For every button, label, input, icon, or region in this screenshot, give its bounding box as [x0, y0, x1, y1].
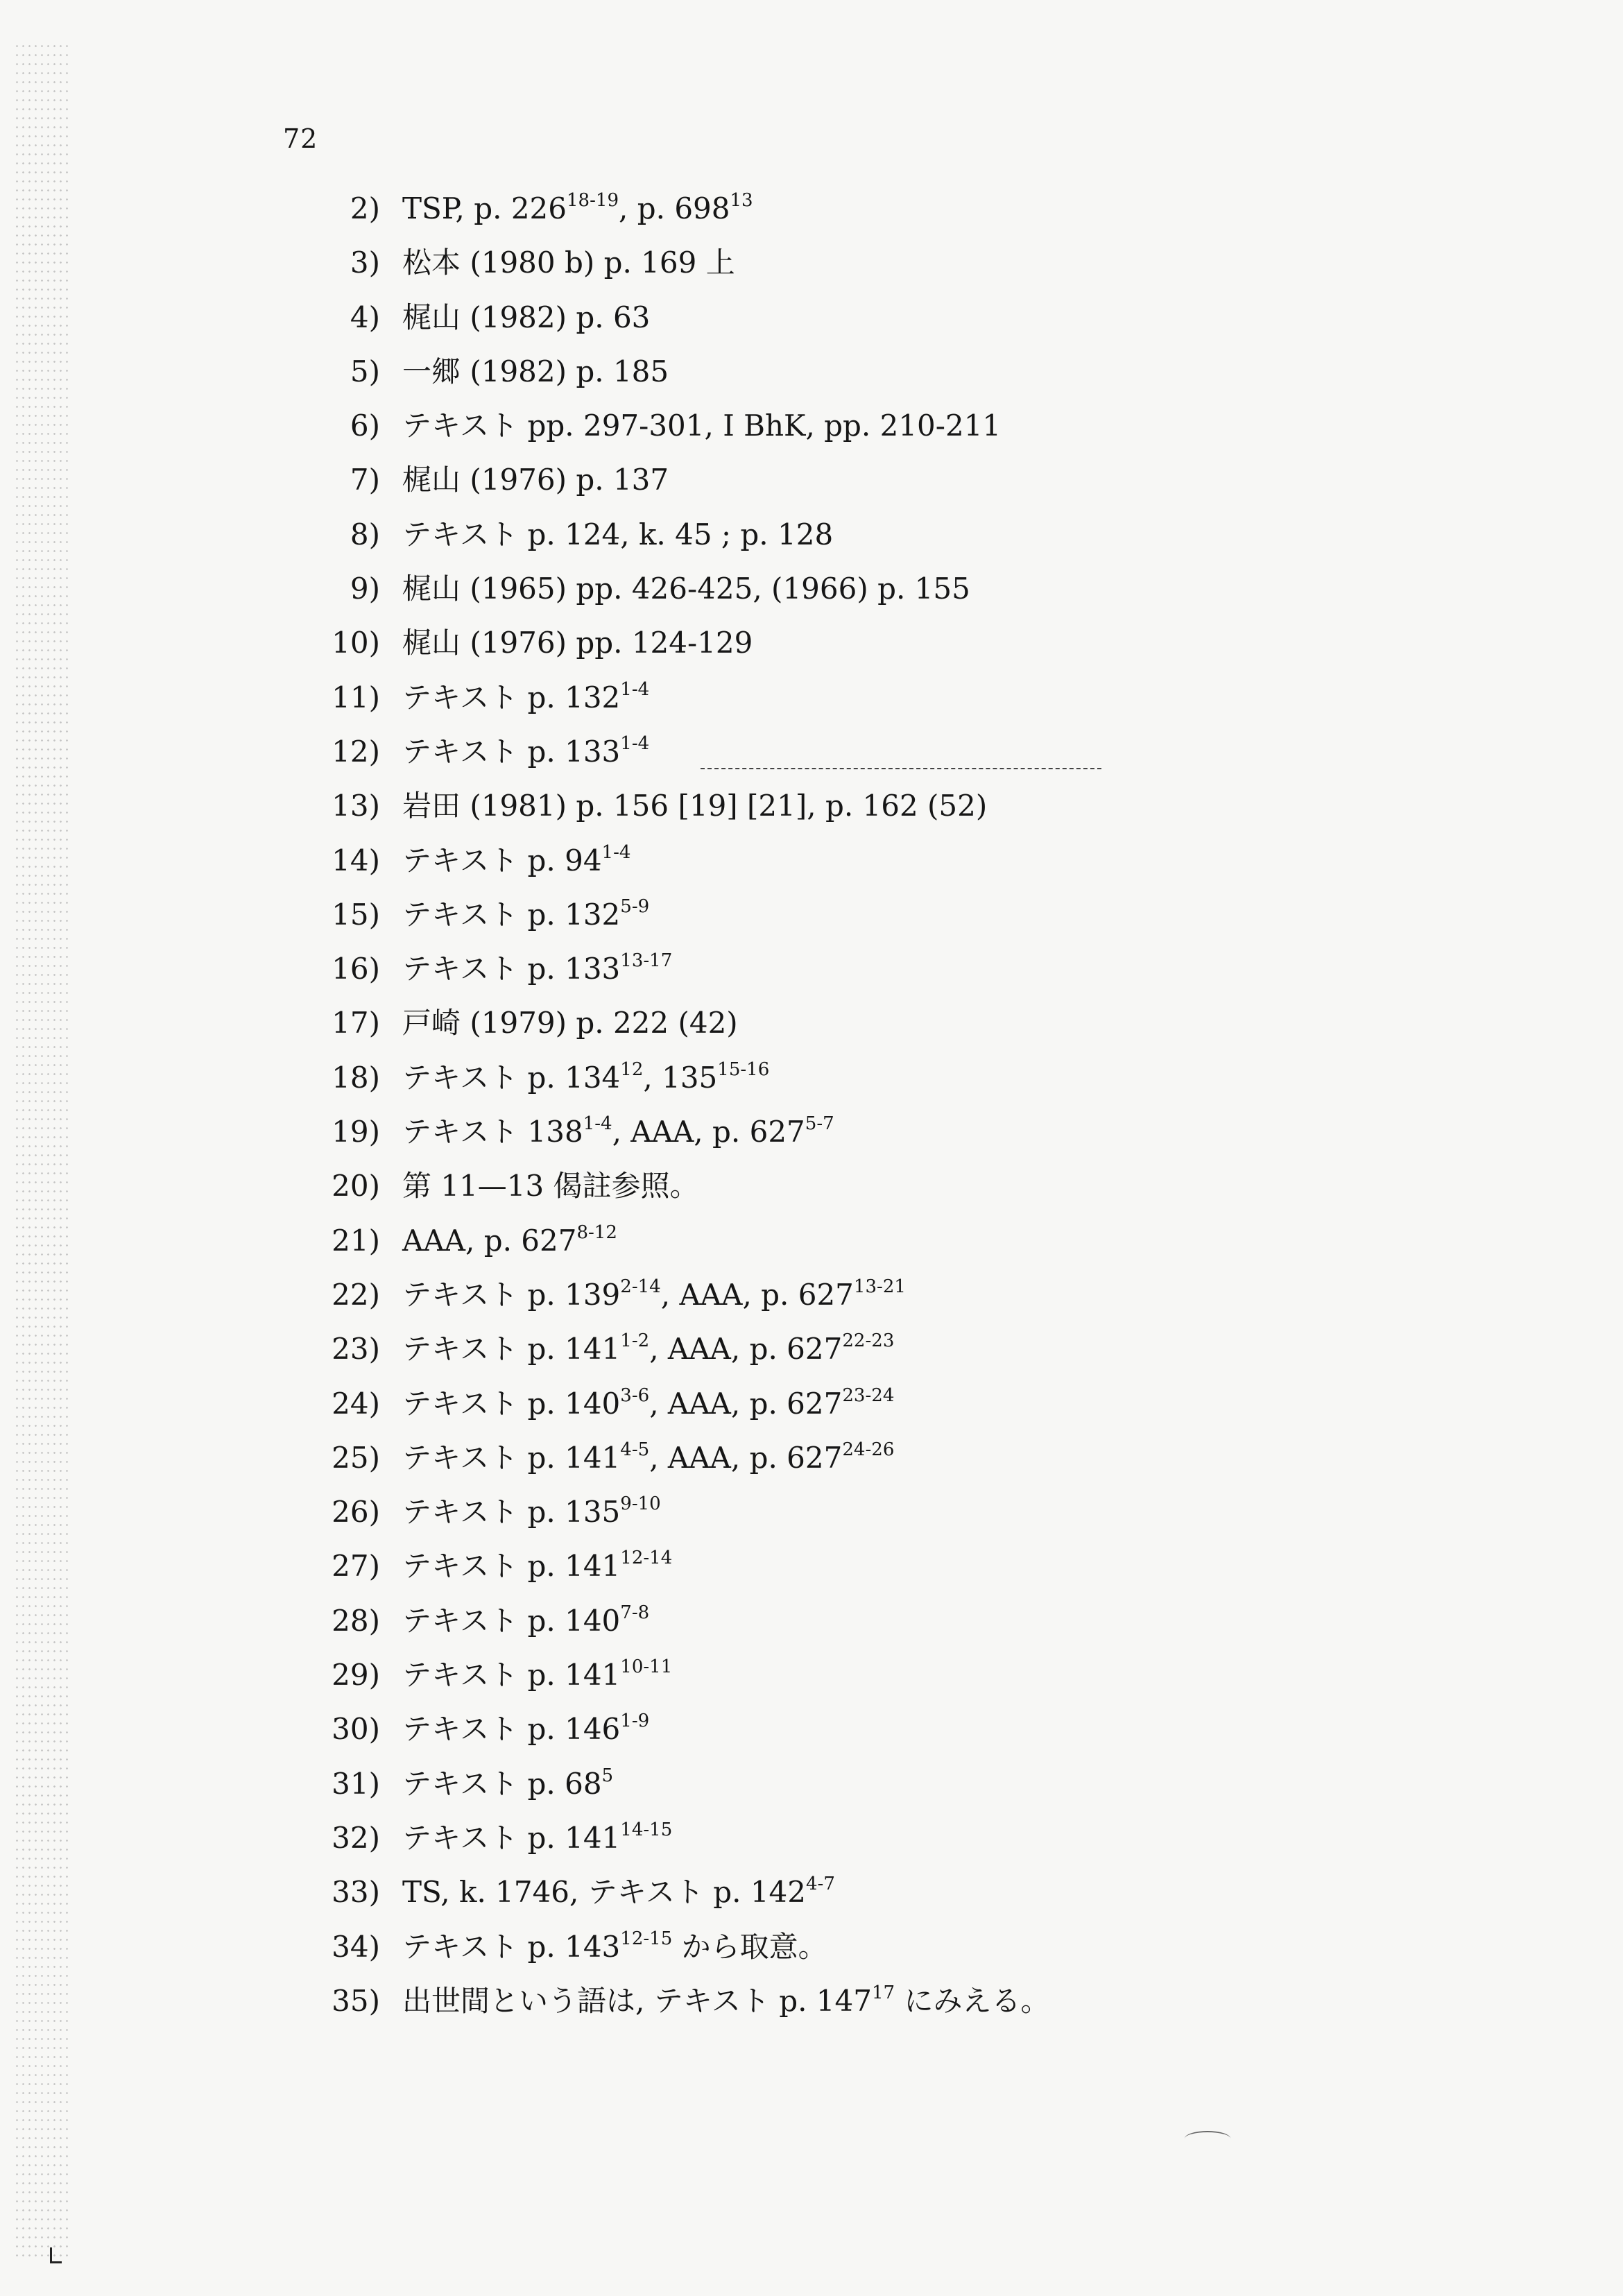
endnote-text — [402, 1648, 672, 1702]
endnote — [305, 1974, 1346, 2028]
endnote-number: 34) — [332, 1929, 380, 1964]
endnote-text — [402, 779, 987, 833]
endnote-text-segment: テキスト p. 141 — [402, 1549, 621, 1584]
endnote-number: 26) — [332, 1495, 380, 1530]
endnote-text — [402, 291, 650, 345]
endnote-number: 23) — [332, 1332, 380, 1367]
endnote-text — [402, 1811, 672, 1865]
line-range-superscript: 4-7 — [806, 1873, 835, 1894]
endnote-text — [402, 1485, 661, 1539]
endnote-text — [402, 1105, 834, 1159]
endnote-text-segment: 出世間という語は, テキスト p. 147 — [402, 1983, 872, 2018]
endnote — [305, 671, 1346, 725]
line-range-superscript: 13-17 — [620, 950, 673, 971]
endnote — [305, 1485, 1346, 1539]
endnote-text — [402, 1539, 672, 1593]
endnote — [305, 725, 1346, 779]
endnote-text-segment: テキスト p. 134 — [402, 1060, 621, 1095]
endnote — [305, 345, 1346, 399]
endnote — [305, 1648, 1346, 1702]
endnote-number: 20) — [332, 1169, 380, 1203]
crop-corner-mark — [50, 2247, 62, 2263]
endnote — [305, 508, 1346, 562]
scan-smudge — [1185, 2131, 1230, 2146]
endnote — [305, 1322, 1346, 1376]
endnote-number: 25) — [332, 1440, 380, 1475]
endnote-text-segment: テキスト p. 135 — [402, 1495, 621, 1530]
endnote-text — [402, 236, 735, 290]
line-range-superscript: 9-10 — [620, 1493, 661, 1514]
line-range-superscript: 17 — [871, 1982, 895, 2003]
endnote-text — [402, 834, 630, 888]
endnote-text-segment: テキスト pp. 297-301, I BhK, pp. 210-211 — [402, 409, 1002, 443]
endnote — [305, 1159, 1346, 1213]
endnote-text-segment: AAA, p. 627 — [402, 1223, 577, 1258]
line-range-superscript: 1-4 — [620, 678, 650, 700]
endnote-text-segment: にみえる。 — [895, 1983, 1050, 2018]
endnote — [305, 182, 1346, 236]
endnote-text-segment: テキスト p. 141 — [402, 1820, 621, 1855]
line-range-superscript: 7-8 — [620, 1602, 650, 1623]
line-range-superscript: 5-7 — [805, 1113, 834, 1134]
endnote-number: 31) — [332, 1766, 380, 1801]
endnote-text-segment: テキスト p. 141 — [402, 1332, 621, 1367]
endnote-text — [402, 399, 1001, 453]
endnote-text — [402, 182, 753, 236]
endnote-number: 28) — [332, 1603, 380, 1638]
endnote-number: 9) — [350, 572, 380, 606]
endnote-number: 29) — [332, 1658, 380, 1693]
endnote — [305, 1757, 1346, 1811]
line-range-superscript: 1-9 — [620, 1711, 650, 1732]
endnote — [305, 1268, 1346, 1322]
endnote-number: 13) — [332, 789, 380, 823]
endnote-text-segment: テキスト p. 133 — [402, 952, 621, 986]
line-range-superscript: 23-24 — [842, 1385, 895, 1406]
endnote — [305, 562, 1346, 616]
endnote-text-segment: テキスト 138 — [402, 1115, 583, 1149]
endnote-number: 10) — [332, 626, 380, 660]
endnote-text-segment: 一郷 (1982) p. 185 — [402, 354, 669, 388]
endnote-text — [402, 1159, 699, 1213]
endnote-text-segment: テキスト p. 143 — [402, 1929, 621, 1964]
endnotes-list — [305, 182, 1346, 2028]
line-range-superscript: 12-15 — [620, 1928, 673, 1949]
endnote-text-segment: , AAA, p. 627 — [649, 1332, 843, 1367]
endnote-number: 18) — [332, 1060, 380, 1095]
endnote-text — [402, 1865, 835, 1919]
endnote-number: 2) — [350, 191, 380, 225]
endnote-text-segment: 梶山 (1976) p. 137 — [402, 463, 669, 497]
endnote-number: 8) — [350, 517, 380, 551]
endnote-text-segment: 梶山 (1965) pp. 426-425, (1966) p. 155 — [402, 572, 970, 606]
endnote-number: 24) — [332, 1386, 380, 1421]
endnote-text-segment: テキスト p. 124, k. 45 ; p. 128 — [402, 517, 834, 551]
endnote-number: 15) — [332, 897, 380, 932]
endnote-text-segment: 梶山 (1982) p. 63 — [402, 300, 651, 334]
line-range-superscript: 1-4 — [620, 733, 650, 754]
endnote — [305, 236, 1346, 290]
endnote-text-segment: テキスト p. 146 — [402, 1712, 621, 1747]
line-range-superscript: 4-5 — [620, 1439, 650, 1460]
endnote — [305, 1105, 1346, 1159]
endnote — [305, 399, 1346, 453]
endnote — [305, 942, 1346, 996]
endnote-number: 5) — [350, 354, 380, 388]
endnote-text-segment: テキスト p. 141 — [402, 1440, 621, 1475]
line-range-superscript: 8-12 — [576, 1222, 617, 1243]
endnote-text — [402, 1920, 827, 1974]
endnote-number: 27) — [332, 1549, 380, 1584]
endnote — [305, 834, 1346, 888]
endnote-text-segment: テキスト p. 68 — [402, 1766, 602, 1801]
endnote — [305, 291, 1346, 345]
endnote — [305, 1811, 1346, 1865]
endnote — [305, 1214, 1346, 1268]
endnote-text — [402, 1974, 1049, 2028]
line-range-superscript: 5-9 — [620, 896, 650, 917]
endnote-text — [402, 671, 649, 725]
endnote-text — [402, 996, 738, 1050]
line-range-superscript: 1-4 — [601, 841, 631, 863]
endnote-number: 16) — [332, 952, 380, 986]
endnote-text — [402, 942, 672, 996]
endnote-text — [402, 1594, 649, 1648]
endnote-text — [402, 1377, 894, 1431]
endnote — [305, 1539, 1346, 1593]
endnote-text-segment: から取意。 — [672, 1929, 827, 1964]
endnote-text-segment: テキスト p. 132 — [402, 897, 621, 932]
endnote-text-segment: 第 11—13 偈註参照。 — [402, 1169, 699, 1203]
endnote — [305, 1431, 1346, 1485]
line-range-superscript: 3-6 — [620, 1385, 650, 1406]
endnote-text-segment: テキスト p. 141 — [402, 1658, 621, 1693]
endnote-number: 11) — [332, 680, 380, 714]
endnote-text-segment: 岩田 (1981) p. 156 [19] [21], p. 162 (52) — [402, 789, 988, 823]
endnote — [305, 779, 1346, 833]
endnote-text-segment: , AAA, p. 627 — [649, 1440, 843, 1475]
endnote-text-segment: テキスト p. 94 — [402, 843, 602, 877]
endnote — [305, 1594, 1346, 1648]
line-range-superscript: 13 — [730, 189, 753, 211]
endnote-text-segment: テキスト p. 133 — [402, 734, 621, 769]
endnote-text — [402, 1322, 894, 1376]
endnote-number: 22) — [332, 1277, 380, 1312]
endnote-number: 3) — [350, 246, 380, 280]
line-range-superscript: 10-11 — [620, 1656, 673, 1677]
endnote — [305, 1865, 1346, 1919]
endnote — [305, 1920, 1346, 1974]
endnote-text — [402, 1757, 613, 1811]
endnote-text-segment: TSP, p. 226 — [402, 191, 567, 225]
line-range-superscript: 15-16 — [717, 1059, 770, 1080]
endnote-number: 6) — [350, 409, 380, 443]
endnote-text — [402, 1051, 769, 1105]
endnote-text — [402, 888, 649, 942]
endnote-text — [402, 1431, 894, 1485]
endnote-text-segment: , AAA, p. 627 — [612, 1115, 805, 1149]
dashed-rule — [701, 768, 1101, 769]
line-range-superscript: 13-21 — [853, 1276, 906, 1297]
endnote-number: 14) — [332, 843, 380, 877]
endnote-number: 35) — [332, 1983, 380, 2018]
line-range-superscript: 1-4 — [583, 1113, 612, 1134]
endnote — [305, 1377, 1346, 1431]
endnote-text — [402, 345, 669, 399]
endnote — [305, 996, 1346, 1050]
endnote-text-segment: , AAA, p. 627 — [649, 1386, 843, 1421]
endnote-number: 7) — [350, 463, 380, 497]
endnote — [305, 1051, 1346, 1105]
endnote-number: 30) — [332, 1712, 380, 1747]
endnote-text-segment: , p. 698 — [619, 191, 730, 225]
endnote-number: 32) — [332, 1820, 380, 1855]
line-range-superscript: 14-15 — [620, 1819, 673, 1840]
endnote-text-segment: テキスト p. 132 — [402, 680, 621, 714]
endnote-number: 12) — [332, 734, 380, 769]
endnote-number: 21) — [332, 1223, 380, 1258]
endnote-text-segment: 戸崎 (1979) p. 222 (42) — [402, 1006, 738, 1040]
endnote-text-segment: , 135 — [643, 1060, 718, 1095]
line-range-superscript: 12 — [620, 1059, 644, 1080]
endnote-text-segment: テキスト p. 140 — [402, 1386, 621, 1421]
line-range-superscript: 24-26 — [842, 1439, 895, 1460]
scan-edge-noise — [14, 42, 69, 2261]
endnote-text-segment: 松本 (1980 b) p. 169 上 — [402, 246, 735, 280]
line-range-superscript: 5 — [601, 1765, 614, 1786]
endnote-text — [402, 453, 669, 507]
endnote-text — [402, 725, 649, 779]
line-range-superscript: 12-14 — [620, 1548, 673, 1569]
endnote-text — [402, 562, 970, 616]
endnote — [305, 1702, 1346, 1756]
line-range-superscript: 22-23 — [842, 1330, 895, 1352]
endnote-text-segment: TS, k. 1746, テキスト p. 142 — [402, 1875, 806, 1910]
endnote-text-segment: テキスト p. 140 — [402, 1603, 621, 1638]
endnote-text-segment: , AAA, p. 627 — [660, 1277, 854, 1312]
endnote-text — [402, 1268, 906, 1322]
endnote-text — [402, 1214, 617, 1268]
line-range-superscript: 1-2 — [620, 1330, 650, 1352]
endnote — [305, 888, 1346, 942]
endnote-number: 33) — [332, 1875, 380, 1910]
line-range-superscript: 2-14 — [620, 1276, 661, 1297]
endnote-text-segment: テキスト p. 139 — [402, 1277, 621, 1312]
endnote-text-segment: 梶山 (1976) pp. 124-129 — [402, 626, 753, 660]
endnote-number: 19) — [332, 1115, 380, 1149]
endnote — [305, 453, 1346, 507]
endnote-number: 17) — [332, 1006, 380, 1040]
page-number: 72 — [283, 123, 318, 154]
endnote-text — [402, 1702, 649, 1756]
line-range-superscript: 18-19 — [567, 189, 619, 211]
endnote — [305, 616, 1346, 670]
endnote-text — [402, 508, 833, 562]
endnote-number: 4) — [350, 300, 380, 334]
endnote-text — [402, 616, 753, 670]
